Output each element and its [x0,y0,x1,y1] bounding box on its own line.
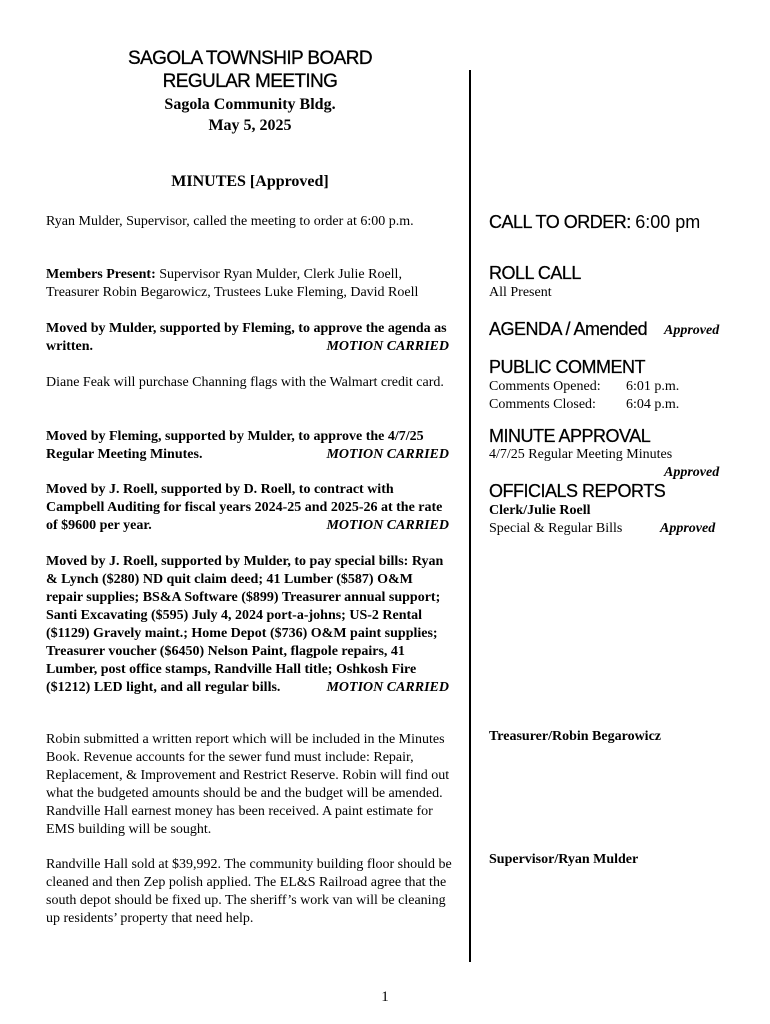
meeting-date: May 5, 2025 [208,117,292,134]
supervisor-report-text: Randville Hall sold at $39,992. The community building floor should be cleaned and then Zep polish applied. The EL&S Railroad agree that the south depot should be fixed up. The sheriff’s work van will be cleaning up residents’ property that need help. [46,857,452,926]
comments-closed-label: Comments Closed: [489,397,596,412]
agenda-motion [46,320,449,356]
bills-motion [46,553,449,697]
clerk-label: Clerk/Julie Roell [489,503,591,518]
comments-closed-time: 6:04 p.m. [626,397,680,412]
comments-opened-label: Comments Opened: [489,379,601,394]
minute-approval-heading: MINUTE APPROVAL [489,426,651,446]
minute-approval-item: 4/7/25 Regular Meeting Minutes [489,447,673,462]
bills-label: Special & Regular Bills [489,521,623,536]
members-text: Supervisor Ryan Mulder, Clerk Julie Roell, Treasurer Robin Begarowicz, Trustees Luke Fleming, David Roell [46,267,419,300]
bills-approved: Approved [660,521,716,536]
members-present [46,266,454,302]
supervisor-label: Supervisor/Ryan Mulder [489,852,639,867]
comments-opened-time: 6:01 p.m. [626,379,680,394]
minutes-motion [46,428,449,464]
bills-motion-text: Moved by J. Roell, supported by Mulder, to pay special bills: Ryan & Lynch ($280) ND quit claim deed; 41 Lumber ($587) O&M repair supplies; BS&A Software ($899) Treasurer annual support; Santi Excavating ($595) July 4, 2024 port-a-johns; US-2 Rental ($1129) Gravely maint.; Home Depot ($736) O&M paint supplies; Treasurer voucher ($6450) Nelson Paint, flagpole repairs, 41 Lumber, post office stamps, Randville Hall title; Oshkosh Fire ($1212) LED light, and all regular bills. [46,554,444,695]
roll-call-value: All Present [489,285,552,300]
audit-motion-carried: MOTION CARRIED [326,518,449,533]
members-label: Members Present: [46,267,156,282]
agenda-heading: AGENDA / Amended [489,319,648,339]
call-to-order-label: CALL TO ORDER: [489,212,631,232]
treasurer-label: Treasurer/Robin Begarowicz [489,729,661,744]
minutes-label: MINUTES [Approved] [171,173,329,190]
title-line-1: SAGOLA TOWNSHIP BOARD [128,48,372,69]
audit-motion [46,481,449,535]
public-comment-text: Diane Feak will purchase Channing flags with the Walmart credit card. [46,375,444,390]
agenda-motion-text: Moved by Mulder, supported by Fleming, to approve the agenda as written. [46,321,447,354]
audit-motion-text: Moved by J. Roell, supported by D. Roell, to contract with Campbell Auditing for fiscal years 2024-25 and 2025-26 at the rate of $9600 per year. [46,482,443,533]
agenda-approved: Approved [664,323,720,338]
minutes-motion-carried: MOTION CARRIED [326,447,449,462]
meeting-location: Sagola Community Bldg. [164,96,336,113]
treasurer-report-text: Robin submitted a written report which will be included in the Minutes Book. Revenue accounts for the sewer fund must include: Repair, Replacement, & Improvement and Restrict Reserve. Robin will find out what the budgeted amounts should be and the budget will be amended. Randville Hall earnest money has been received. A paint estimate for EMS building will be sought. [46,732,450,837]
call-to-order-text: Ryan Mulder, Supervisor, called the meeting to order at 6:00 p.m. [46,214,414,229]
officials-reports-heading: OFFICIALS REPORTS [489,481,666,501]
bills-motion-carried: MOTION CARRIED [326,680,449,695]
page-number: 1 [381,989,389,1005]
public-comment-heading: PUBLIC COMMENT [489,357,646,377]
minute-approval-approved: Approved [664,465,720,480]
agenda-motion-carried: MOTION CARRIED [326,339,449,354]
title-line-2: REGULAR MEETING [162,71,338,92]
call-to-order-time: 6:00 pm [635,212,701,232]
call-to-order-heading [489,212,700,233]
minutes-motion-text: Moved by Fleming, supported by Mulder, to approve the 4/7/25 Regular Meeting Minutes. [46,429,424,462]
roll-call-heading: ROLL CALL [489,263,581,283]
column-divider [469,70,471,962]
